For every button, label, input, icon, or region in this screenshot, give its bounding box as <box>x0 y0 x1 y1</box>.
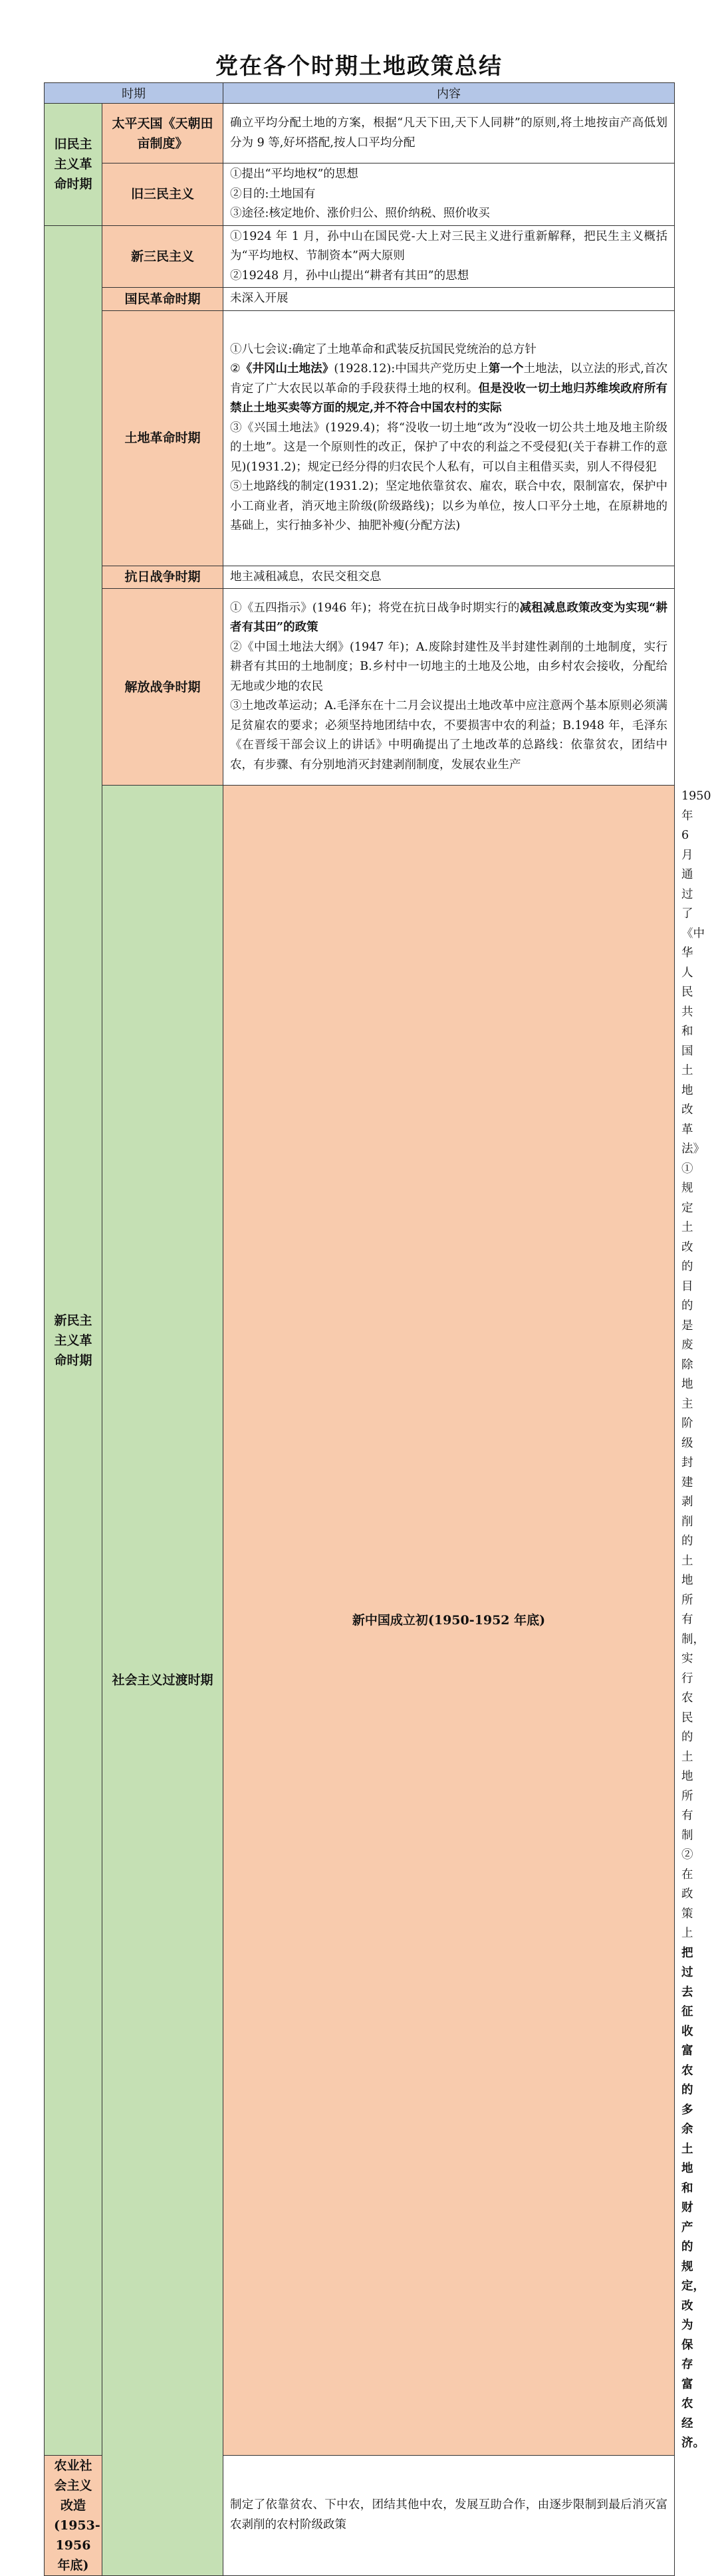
content-line: ⑤土地路线的制定(1931.2)；坚定地依靠贫农、雇农，联合中农，限制富农，保护中小工商业者，消灭地主阶级(阶级路线)；以乡为单位，按人口平分土地，在原耕地的基础上，实行抽多补少、抽肥补瘦(分配方法) <box>230 480 667 532</box>
header-period: 时期 <box>45 83 223 104</box>
period-old-three-principles: 旧三民主义 <box>102 163 223 226</box>
content-line: ①提出“平均地权”的思想 <box>230 167 358 181</box>
era-old-democratic: 旧民主主义革命时期 <box>45 104 102 226</box>
table-row <box>45 104 675 163</box>
land-policy-table <box>44 82 711 2576</box>
content-line <box>230 599 667 638</box>
text-segment: ①《五四指示》(1946 年)；将党在抗日战争时期实行的 <box>230 601 520 615</box>
text-segment: 土地法，以立法的形式,首次肯定了广大农民以革命的手段获得土地的权利。 <box>230 362 668 395</box>
table-row <box>45 310 675 566</box>
table-row <box>45 288 675 311</box>
era-new-democratic: 新民主主义革命时期 <box>45 225 102 2455</box>
header-content: 内容 <box>223 83 675 104</box>
period-new-three-principles: 新三民主义 <box>102 225 223 288</box>
bold-segment: 但是没收一切土地归苏维埃政府所有禁止土地买卖等方面的规定,并不符合中国农村的实际 <box>230 381 667 415</box>
period-taiping: 太平天国《天朝田亩制度》 <box>102 104 223 163</box>
content-line: 地主减租减息，农民交租交息 <box>230 570 382 584</box>
content-line: ①1924 年 1 月，孙中山在国民党-大上对三民主义进行重新解释，把民生主义概括为“平均地权、节制资本”两大原则 <box>230 229 667 263</box>
content-line <box>230 360 667 419</box>
content-anti-japanese <box>223 566 675 589</box>
text-segment: (1928.12):中国共产党历史上 <box>334 362 489 376</box>
bold-segment: 减租减息政策改变为实现“耕者有其田”的政策 <box>230 601 667 635</box>
period-liberation-war: 解放战争时期 <box>102 589 223 786</box>
content-line: 未深入开展 <box>230 292 289 305</box>
table-row <box>45 225 675 288</box>
table-row <box>45 163 675 226</box>
content-line: ②《中国土地法大纲》(1947 年)；A.废除封建性及半封建性剥削的土地制度，实行耕者有其田的土地制度；B.乡村中一切地主的土地及公地，由乡村农会接收，分配给无地或少地的农民 <box>230 640 667 693</box>
content-line: 制定了依靠贫农、下中农，团结其他中农，发展互助合作，由逐步限制到最后消灭富农剥削的农村阶级政策 <box>230 2498 667 2531</box>
content-line: ①八七会议:确定了土地革命和武装反抗国民党统治的总方针 <box>230 342 537 356</box>
content-national-revolution <box>223 288 675 311</box>
content-line: ③土地改革运动；A.毛泽东在十二月会议提出土地改革中应注意两个基本原则必须满足贫雇农的要求；必须坚持地团结中农，不要损害中农的利益；B.1948 年，毛泽东《在晋绥干部会议上的讲话》中明确提出了土地改革的总路线：依靠贫农，团结中农，有步骤、有分别地消灭封建剥削制度，发展农业生产 <box>230 699 667 772</box>
text-segment: ② <box>230 362 241 376</box>
content-line: ③途径:核定地价、涨价归公、照价纳税、照价收买 <box>230 207 490 220</box>
table-row <box>45 566 675 589</box>
content-land-revolution <box>223 310 675 566</box>
period-national-revolution: 国民革命时期 <box>102 288 223 311</box>
table-row <box>45 589 675 786</box>
page-title: 党在各个时期土地政策总结 <box>215 53 503 80</box>
period-agricultural-reform: 农业社会主义改造(1953-1956 年底) <box>45 2455 102 2575</box>
content-line: ②19248 月，孙中山提出“耕者有其田”的思想 <box>230 268 469 282</box>
content-new-three-principles <box>223 225 675 288</box>
table-header-row <box>45 83 675 104</box>
period-early-prc: 新中国成立初(1950-1952 年底) <box>223 786 675 2456</box>
bold-segment: 第一个 <box>488 362 524 376</box>
table-row: 社会主义过渡时期 新中国成立初(1950-1952 年底) 1950 年 6 月通过了《中华人民共和国土地改革法》 ①规定土改的目的是废除地主阶级封建剥削的土地所有制，实行农民的土地所有制 ②在政策上把过去征收富农的多余土地和财产的规定，改为保存富农经济。 <box>45 786 675 2456</box>
content-taiping <box>223 104 675 163</box>
bold-segment: 把过去征收富农的多余土地和财产的规定，改为保存富农经济。 <box>681 1946 705 2450</box>
content-line: ③《兴国土地法》(1929.4)；将“没收一切土地“改为“没收一切公共土地及地主阶级的土地”。这是一个原则性的改正，保护了中农的利益之不受侵犯(关于春耕工作的意见)(1931.2)；规定已经分得的归农民个人私有，可以自主租借买卖，别人不得侵犯 <box>230 421 667 474</box>
period-anti-japanese: 抗日战争时期 <box>102 566 223 589</box>
bold-segment: 《井冈山土地法》 <box>240 362 334 376</box>
content-liberation-war <box>223 589 675 786</box>
era-socialist-transition: 社会主义过渡时期 <box>102 786 223 2576</box>
content-line: 确立平均分配土地的方案，根据“凡天下田,天下人同耕”的原则,将土地按亩产高低划分为 9 等,好坏搭配,按人口平均分配 <box>230 116 667 150</box>
content-line: ②目的:土地国有 <box>230 187 316 201</box>
text-segment: ②在政策上 <box>681 1848 693 1940</box>
content-old-three-principles <box>223 163 675 226</box>
content-agricultural-reform <box>223 2455 675 2575</box>
period-land-revolution: 土地革命时期 <box>102 310 223 566</box>
